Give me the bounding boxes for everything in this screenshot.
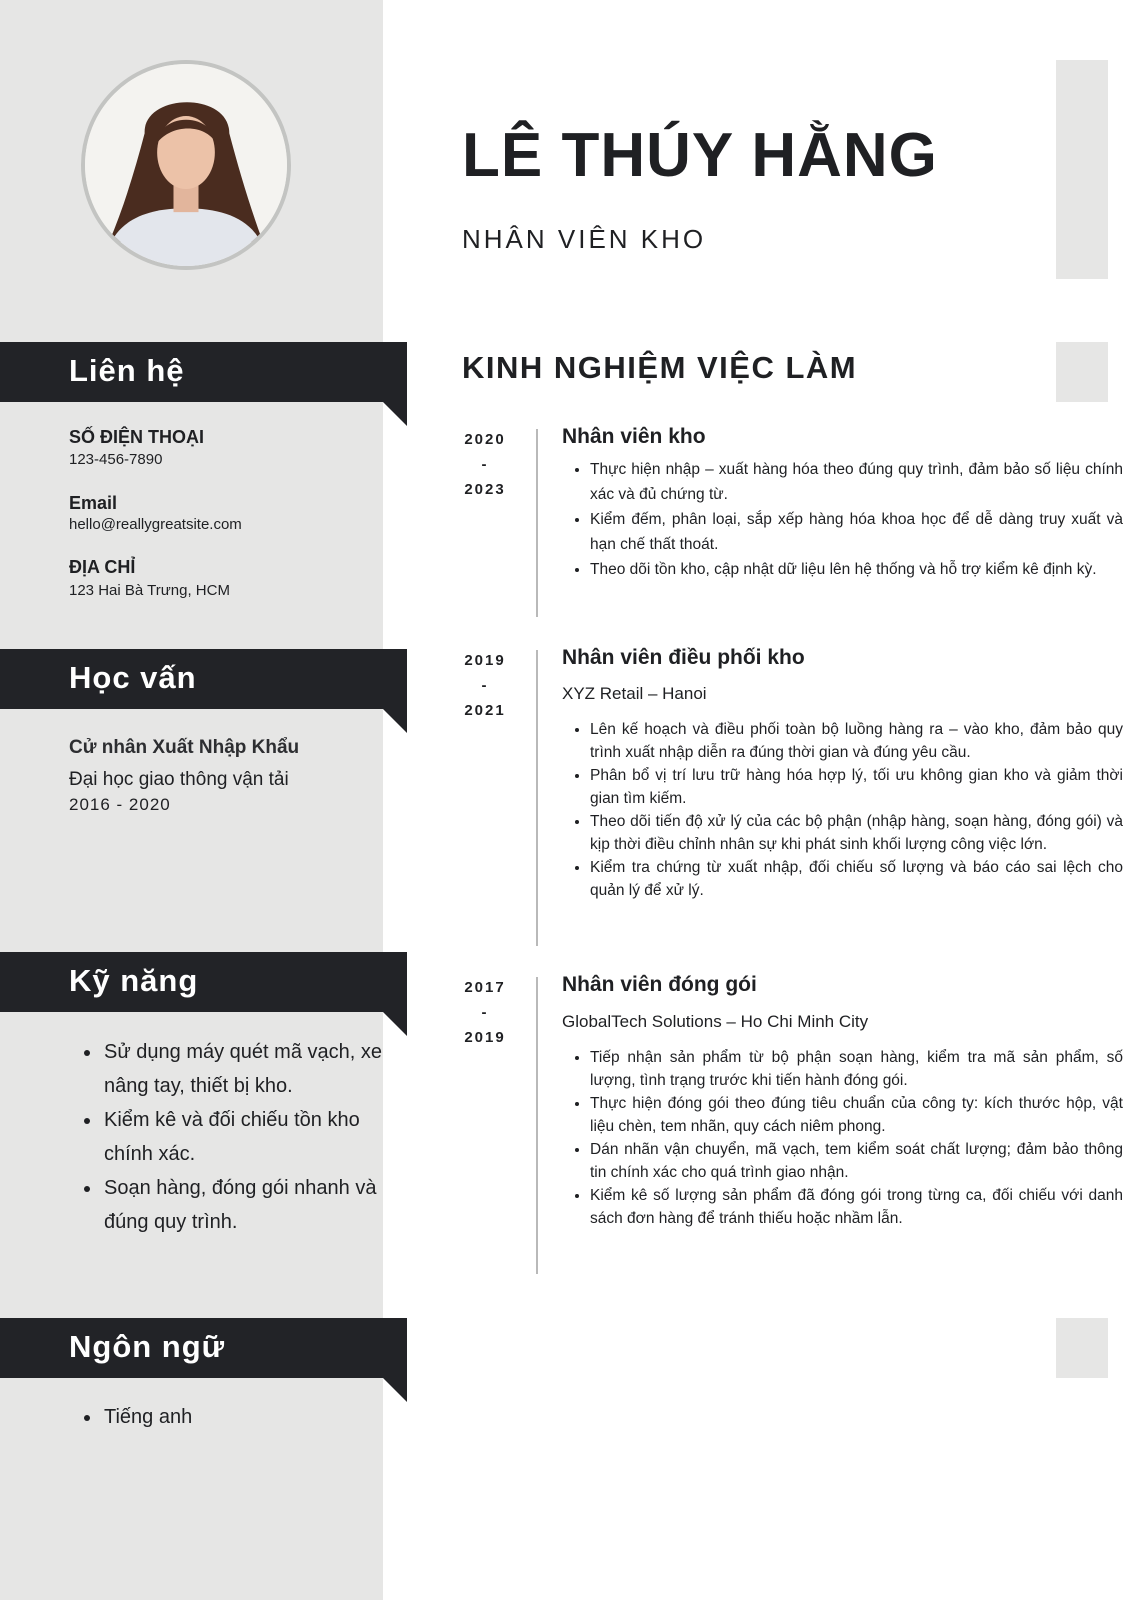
duties-list	[562, 1046, 1123, 1230]
decorative-tab	[1056, 1318, 1108, 1378]
languages-heading: Ngôn ngữ	[0, 1318, 407, 1378]
job-company: XYZ Retail – Hanoi	[562, 684, 707, 703]
year-separator: -	[481, 456, 489, 473]
list-item: • Theo dõi tiến độ xử lý của các bộ phận (nhập hàng, soạn hàng, đóng gói) và kịp thời điều chỉnh nhân sự khi phát sinh khối lượng công việc lớn.	[590, 810, 1123, 856]
phone-label: SỐ ĐIỆN THOẠI	[69, 427, 205, 447]
ribbon-fold	[383, 402, 407, 426]
job-title: Nhân viên điều phối kho	[562, 646, 805, 669]
job-title: Nhân viên kho	[562, 425, 706, 448]
decorative-tab	[1056, 342, 1108, 402]
job-years	[455, 975, 515, 1050]
job-start-year: 2017	[464, 979, 506, 996]
email-value: hello@reallygreatsite.com	[69, 516, 242, 533]
list-item: • Kiểm đếm, phân loại, sắp xếp hàng hóa khoa học để dễ dàng truy xuất và hạn chế thất thoát.	[590, 507, 1123, 557]
duties-list	[562, 718, 1123, 902]
person-photo-icon	[85, 64, 287, 266]
list-item: • Lên kế hoạch và điều phối toàn bộ luồng hàng ra – vào kho, đảm bảo quy trình xuất nhập diễn ra đúng thời gian và đúng yêu cầu.	[590, 718, 1123, 764]
contact-heading: Liên hệ	[0, 342, 407, 402]
list-item: • Kiểm kê và đối chiếu tồn kho chính xác.	[102, 1103, 382, 1171]
list-item: • Thực hiện đóng gói theo đúng tiêu chuẩn của công ty: kích thước hộp, vật liệu chèn, tem nhãn, quy cách niêm phong.	[590, 1092, 1123, 1138]
job-start-year: 2020	[464, 431, 506, 448]
languages-list	[78, 1400, 382, 1434]
profile-photo	[81, 60, 291, 270]
list-item: • Phân bổ vị trí lưu trữ hàng hóa hợp lý, tối ưu không gian kho và giảm thời gian tìm kiếm.	[590, 764, 1123, 810]
address-value: 123 Hai Bà Trưng, HCM	[69, 582, 230, 599]
list-item: • Kiểm tra chứng từ xuất nhập, đối chiếu số lượng và báo cáo sai lệch cho quản lý để xử lý.	[590, 856, 1123, 902]
list-item: • Thực hiện nhập – xuất hàng hóa theo đúng quy trình, đảm bảo số liệu chính xác và đủ chứng từ.	[590, 457, 1123, 507]
list-item: • Sử dụng máy quét mã vạch, xe nâng tay, thiết bị kho.	[102, 1035, 382, 1103]
list-item: • Dán nhãn vận chuyển, mã vạch, tem kiểm soát chất lượng; đảm bảo thông tin chính xác cho quá trình giao nhận.	[590, 1138, 1123, 1184]
year-separator: -	[481, 1004, 489, 1021]
experience-heading: KINH NGHIỆM VIỆC LÀM	[462, 350, 858, 385]
candidate-name: LÊ THÚY HẰNG	[462, 121, 938, 190]
timeline-line	[536, 650, 538, 946]
job-end-year: 2023	[464, 481, 506, 498]
job-start-year: 2019	[464, 652, 506, 669]
skills-heading: Kỹ năng	[0, 952, 407, 1012]
skills-list	[78, 1035, 382, 1239]
decorative-tab	[1056, 60, 1108, 279]
ribbon-fold	[383, 709, 407, 733]
year-separator: -	[481, 677, 489, 694]
job-title: Nhân viên đóng gói	[562, 973, 757, 996]
education-degree: Cử nhân Xuất Nhập Khẩu	[69, 737, 300, 758]
job-years	[455, 648, 515, 723]
list-item: • Soạn hàng, đóng gói nhanh và đúng quy trình.	[102, 1171, 382, 1239]
phone-value: 123-456-7890	[69, 451, 163, 468]
duties-list	[562, 457, 1123, 582]
job-end-year: 2021	[464, 702, 506, 719]
ribbon-fold	[383, 1378, 407, 1402]
list-item: • Theo dõi tồn kho, cập nhật dữ liệu lên hệ thống và hỗ trợ kiểm kê định kỳ.	[590, 557, 1123, 582]
job-years	[455, 427, 515, 502]
education-years: 2016 - 2020	[69, 795, 171, 814]
ribbon-fold	[383, 1012, 407, 1036]
list-item: • Kiểm kê số lượng sản phẩm đã đóng gói trong từng ca, đối chiếu với danh sách đơn hàng để tránh thiếu hoặc nhầm lẫn.	[590, 1184, 1123, 1230]
email-label: Email	[69, 493, 118, 513]
address-label: ĐỊA CHỈ	[69, 557, 136, 577]
job-company: GlobalTech Solutions – Ho Chi Minh City	[562, 1012, 869, 1031]
job-end-year: 2019	[464, 1029, 506, 1046]
list-item: • Tiếng anh	[102, 1400, 382, 1434]
education-heading: Học vấn	[0, 649, 407, 709]
education-school: Đại học giao thông vận tải	[69, 769, 289, 790]
list-item: • Tiếp nhận sản phẩm từ bộ phận soạn hàng, kiểm tra mã sản phẩm, số lượng, tình trạng trước khi tiến hành đóng gói.	[590, 1046, 1123, 1092]
timeline-line	[536, 977, 538, 1274]
job-title-header: NHÂN VIÊN KHO	[462, 224, 707, 254]
timeline-line	[536, 429, 538, 617]
